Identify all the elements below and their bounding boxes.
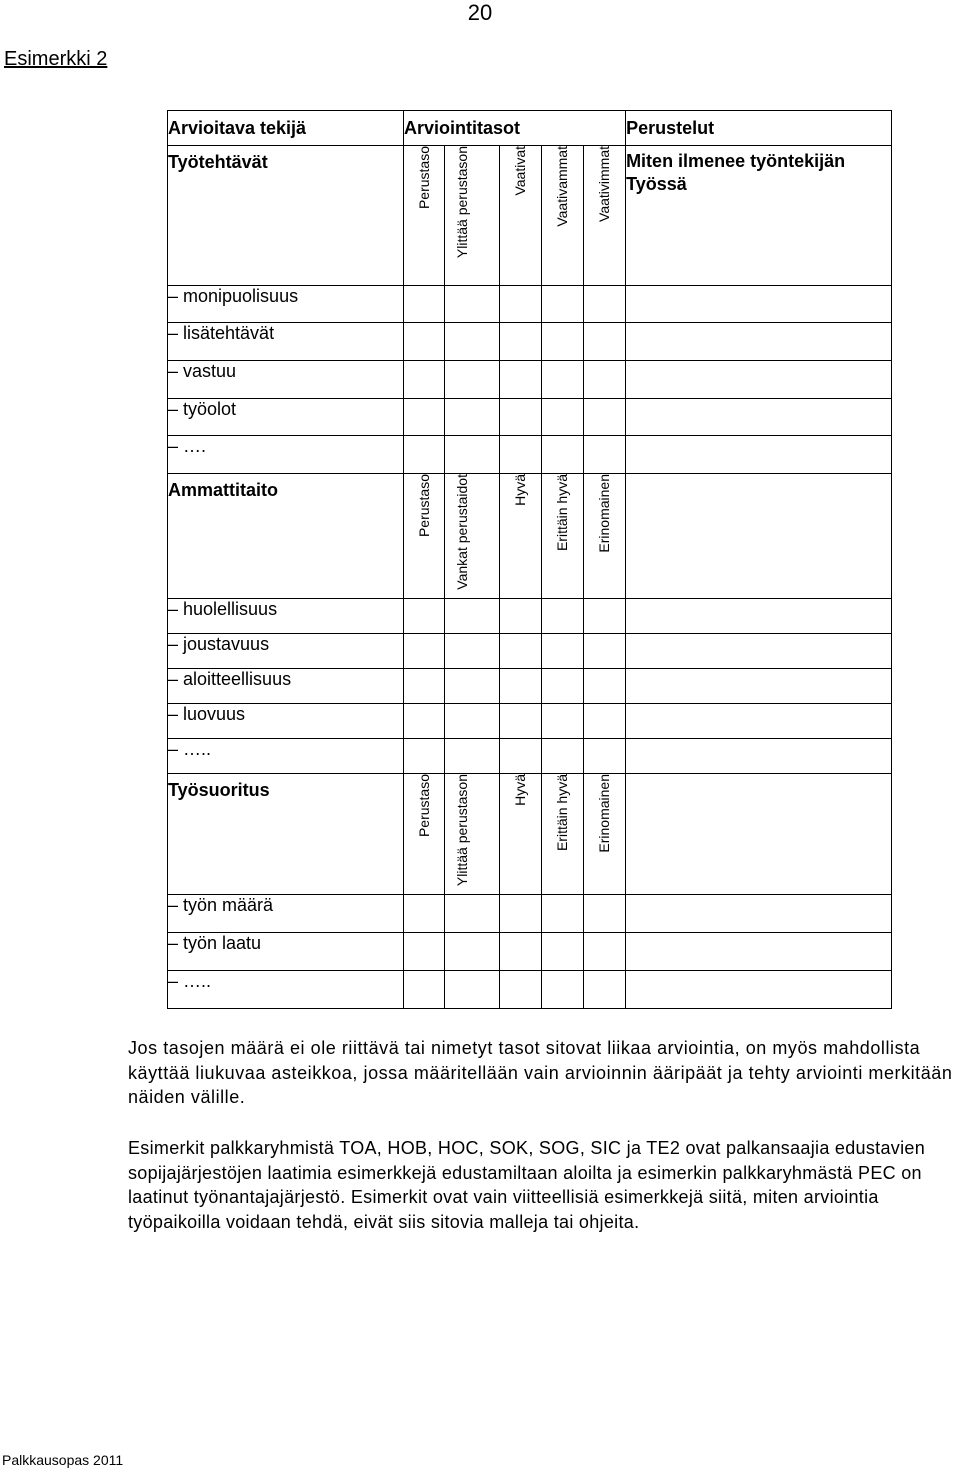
level-cell xyxy=(445,773,500,894)
criterion-row xyxy=(168,894,892,932)
level-label: Erittäin hyvä xyxy=(554,474,570,552)
criterion-row xyxy=(168,738,892,773)
level-cell xyxy=(445,146,500,286)
group-title: Ammattitaito xyxy=(168,474,404,599)
assessment-table xyxy=(167,110,892,1009)
level-cell xyxy=(500,146,542,286)
criterion-label: – lisätehtävät xyxy=(168,323,404,361)
level-cell xyxy=(500,773,542,894)
criterion-row xyxy=(168,970,892,1008)
criterion-label: – ….. xyxy=(168,738,404,773)
paragraph-sliding-scale: Jos tasojen määrä ei ole riittävä tai nimetyt tasot sitovat liikaa arviointia, on myös mahdollista käyttää liukuvaa asteikkoa, jossa määritellään vain arvioinnin ääripäät ja tehty arviointi merkitään näiden välille. xyxy=(128,1038,953,1107)
header-levels: Arviointitasot xyxy=(404,111,626,146)
level-label: Hyvä xyxy=(512,773,528,806)
level-cell xyxy=(500,474,542,599)
criterion-label: – joustavuus xyxy=(168,633,404,668)
criterion-label: – aloitteellisuus xyxy=(168,668,404,703)
level-cell xyxy=(584,146,626,286)
criterion-row xyxy=(168,633,892,668)
section-title: Esimerkki 2 xyxy=(4,48,108,70)
criterion-row xyxy=(168,932,892,970)
footer: Palkkausopas 2011 xyxy=(2,1452,124,1468)
criterion-row xyxy=(168,399,892,436)
level-label: Perustaso xyxy=(415,773,432,837)
criterion-label: – työn määrä xyxy=(168,894,404,932)
level-label: Erinomainen xyxy=(596,773,613,853)
group-header-row xyxy=(168,773,892,894)
level-label: Perustaso xyxy=(415,474,432,538)
criterion-row xyxy=(168,436,892,474)
level-cell xyxy=(584,474,626,599)
header-justification: Perustelut xyxy=(626,111,892,146)
level-label: Vaativimmat xyxy=(596,146,613,222)
criterion-label: – huolellisuus xyxy=(168,598,404,633)
level-label: Vankat perustaidot xyxy=(454,474,470,590)
criterion-label: – vastuu xyxy=(168,361,404,399)
level-label: Vaativat xyxy=(512,146,528,196)
table-header-row xyxy=(168,111,892,146)
level-cell xyxy=(445,474,500,599)
criterion-row xyxy=(168,323,892,361)
group-header-row xyxy=(168,146,892,286)
level-label: Erittäin hyvä xyxy=(554,773,570,851)
criterion-row xyxy=(168,286,892,323)
level-label: Ylittää perustason xyxy=(454,146,470,259)
level-cell xyxy=(542,146,584,286)
criterion-row xyxy=(168,703,892,738)
level-cell xyxy=(542,474,584,599)
level-label: Erinomainen xyxy=(596,474,613,553)
level-cell xyxy=(542,773,584,894)
header-assessed-factor: Arvioitava tekijä xyxy=(168,111,404,146)
group-title: Työtehtävät xyxy=(168,146,404,286)
criterion-label: – monipuolisuus xyxy=(168,286,404,323)
group-note: Miten ilmenee työntekijän Työssä xyxy=(626,146,892,286)
level-cell xyxy=(404,146,445,286)
criterion-row xyxy=(168,598,892,633)
level-cell xyxy=(584,773,626,894)
level-label: Vaativammat xyxy=(554,146,570,227)
paragraph-examples-note: Esimerkit palkkaryhmistä TOA, HOB, HOC, SOK, SOG, SIC ja TE2 ovat palkansaajia edustavien sopijajärjestöjen laatimia esimerkkejä edustamiltaan aloilta ja esimerkin palkkaryhmästä PEC on laatinut työnantajajärjestö. Esimerkit ovat vain viitteellisiä esimerkkejä siitä, miten arviointia työpaikoilla voidaan tehdä, eivät siis sitovia malleja tai ohjeita. xyxy=(128,1138,925,1232)
criterion-label: – työolot xyxy=(168,399,404,436)
criterion-row xyxy=(168,668,892,703)
level-cell xyxy=(404,773,445,894)
criterion-label: – luovuus xyxy=(168,703,404,738)
criterion-row xyxy=(168,361,892,399)
level-label: Hyvä xyxy=(512,474,528,506)
group-title: Työsuoritus xyxy=(168,773,404,894)
level-label: Perustaso xyxy=(415,146,432,210)
criterion-label: – …. xyxy=(168,436,404,474)
criterion-label: – työn laatu xyxy=(168,932,404,970)
criterion-label: – ….. xyxy=(168,970,404,1008)
group-header-row xyxy=(168,474,892,599)
level-label: Ylittää perustason xyxy=(454,773,470,886)
page-number: 20 xyxy=(467,0,493,25)
level-cell xyxy=(404,474,445,599)
